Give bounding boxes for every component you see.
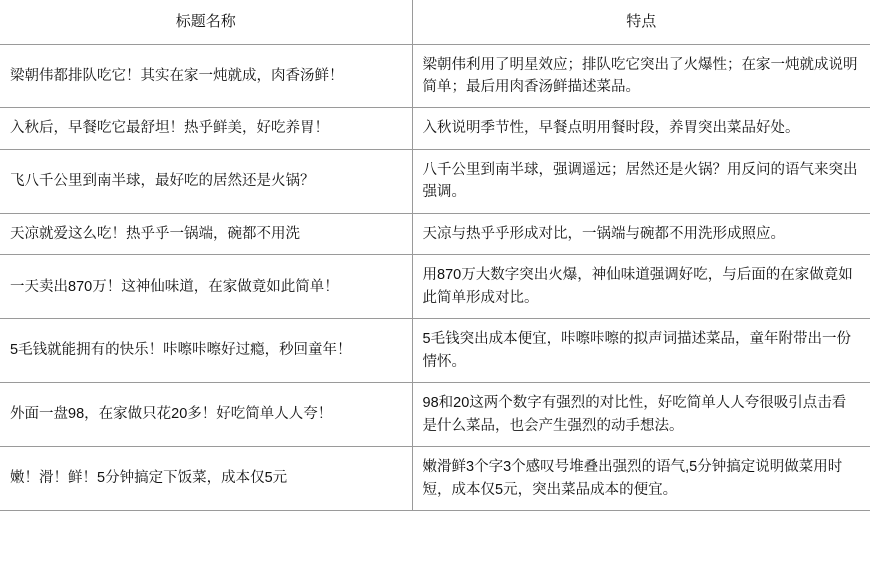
table-row: [0, 44, 870, 108]
cell-title: 天凉就爱这么吃！热乎乎一锅端，碗都不用洗: [0, 213, 412, 254]
cell-feature: 梁朝伟利用了明星效应；排队吃它突出了火爆性；在家一炖就成说明简单；最后用肉香汤鲜描述菜品。: [412, 44, 870, 108]
cell-title: 外面一盘98，在家做只花20多！好吃简单人人夸！: [0, 383, 412, 447]
table-row: [0, 108, 870, 149]
table-header-row: [0, 0, 870, 44]
cell-title: 5毛钱就能拥有的快乐！咔嚓咔嚓好过瘾，秒回童年！: [0, 319, 412, 383]
table-row: [0, 213, 870, 254]
cell-feature: 98和20这两个数字有强烈的对比性，好吃简单人人夸很吸引点击看是什么菜品，也会产生强烈的动手想法。: [412, 383, 870, 447]
cell-title: 梁朝伟都排队吃它！其实在家一炖就成，肉香汤鲜！: [0, 44, 412, 108]
cell-feature: 用870万大数字突出火爆，神仙味道强调好吃，与后面的在家做竟如此简单形成对比。: [412, 255, 870, 319]
column-header-title: 标题名称: [0, 0, 412, 44]
table-row: [0, 149, 870, 213]
cell-feature: 嫩滑鲜3个字3个感叹号堆叠出强烈的语气,5分钟搞定说明做菜用时短，成本仅5元，突出菜品成本的便宜。: [412, 447, 870, 511]
cell-title: 飞八千公里到南半球，最好吃的居然还是火锅？: [0, 149, 412, 213]
cell-feature: 八千公里到南半球，强调遥远；居然还是火锅？用反问的语气来突出强调。: [412, 149, 870, 213]
cell-title: 一天卖出870万！这神仙味道，在家做竟如此简单！: [0, 255, 412, 319]
table-row: [0, 447, 870, 511]
cell-title: 入秋后，早餐吃它最舒坦！热乎鲜美，好吃养胃！: [0, 108, 412, 149]
cell-feature: 天凉与热乎乎形成对比，一锅端与碗都不用洗形成照应。: [412, 213, 870, 254]
table-header: [0, 0, 870, 44]
cell-title: 嫩！滑！鲜！5分钟搞定下饭菜，成本仅5元: [0, 447, 412, 511]
cell-feature: 入秋说明季节性，早餐点明用餐时段，养胃突出菜品好处。: [412, 108, 870, 149]
table-row: [0, 255, 870, 319]
cell-feature: 5毛钱突出成本便宜，咔嚓咔嚓的拟声词描述菜品，童年附带出一份情怀。: [412, 319, 870, 383]
table-body: [0, 44, 870, 511]
table-row: [0, 319, 870, 383]
column-header-feature: 特点: [412, 0, 870, 44]
table-row: [0, 383, 870, 447]
